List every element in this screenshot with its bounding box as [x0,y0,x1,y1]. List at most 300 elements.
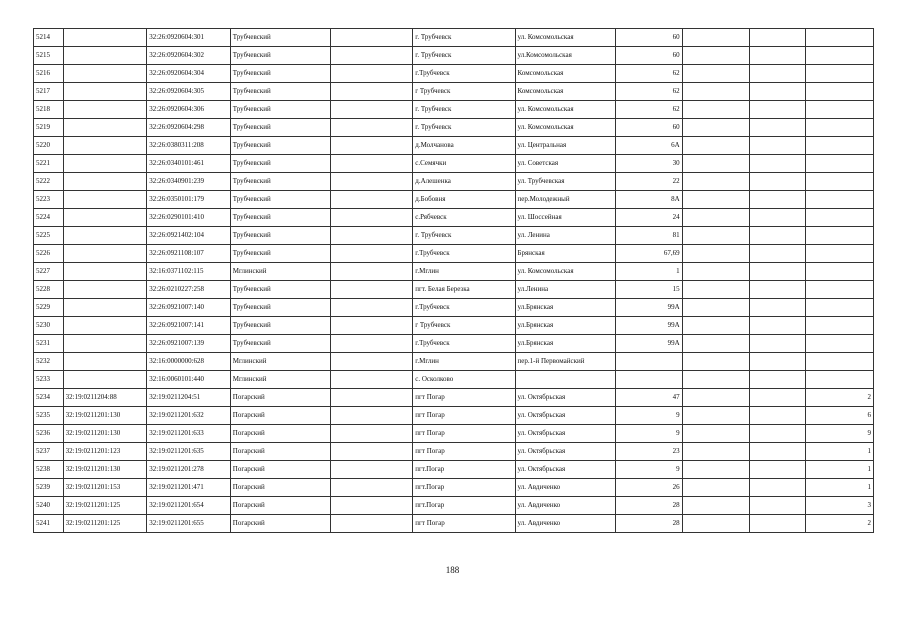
table-row [34,299,874,317]
street-cell: ул. Комсомольская [515,101,615,119]
blank-cell [682,83,749,101]
blank-cell [749,371,805,389]
blank-cell [330,191,412,209]
settlement-cell: с. Осколково [413,371,515,389]
table-row [34,119,874,137]
district-cell: Трубчевский [230,65,330,83]
house-number-cell: 99А [615,317,682,335]
row-number-cell: 5232 [34,353,64,371]
district-cell: Трубчевский [230,209,330,227]
blank-cell [682,47,749,65]
settlement-cell: г.Трубчевск [413,335,515,353]
blank-cell [682,155,749,173]
quantity-cell [805,155,873,173]
blank-cell [682,29,749,47]
blank-cell [330,353,412,371]
settlement-cell: пгт Погар [413,515,515,533]
table-row [34,263,874,281]
old-cadastral-number-cell [63,29,147,47]
settlement-cell: г. Трубчевск [413,227,515,245]
cadastral-number-cell: 32:26:0921402:104 [147,227,231,245]
district-cell: Трубчевский [230,245,330,263]
registry-table-body [34,29,874,533]
blank-cell [682,407,749,425]
cadastral-number-cell: 32:26:0921007:141 [147,317,231,335]
blank-cell [682,209,749,227]
table-row [34,371,874,389]
settlement-cell: г. Трубчевск [413,29,515,47]
house-number-cell: 67,69 [615,245,682,263]
old-cadastral-number-cell [63,155,147,173]
old-cadastral-number-cell [63,371,147,389]
settlement-cell: г Трубчевск [413,317,515,335]
blank-cell [330,119,412,137]
blank-cell [330,83,412,101]
cadastral-number-cell: 32:19:0211204:51 [147,389,231,407]
blank-cell [749,83,805,101]
quantity-cell [805,245,873,263]
settlement-cell: пгт Погар [413,443,515,461]
row-number-cell: 5231 [34,335,64,353]
quantity-cell [805,101,873,119]
quantity-cell: 1 [805,461,873,479]
blank-cell [330,425,412,443]
cadastral-number-cell: 32:19:0211201:278 [147,461,231,479]
old-cadastral-number-cell: 32:19:0211201:123 [63,443,147,461]
street-cell: ул. Комсомольская [515,263,615,281]
quantity-cell [805,299,873,317]
blank-cell [682,101,749,119]
old-cadastral-number-cell [63,209,147,227]
district-cell: Трубчевский [230,137,330,155]
house-number-cell [615,353,682,371]
settlement-cell: пгт Погар [413,389,515,407]
district-cell: Погарский [230,461,330,479]
blank-cell [682,263,749,281]
street-cell: ул. Октябрьская [515,443,615,461]
blank-cell [749,191,805,209]
cadastral-number-cell: 32:26:0290101:410 [147,209,231,227]
table-row [34,173,874,191]
district-cell: Трубчевский [230,335,330,353]
cadastral-number-cell: 32:19:0211201:654 [147,497,231,515]
house-number-cell: 62 [615,65,682,83]
quantity-cell [805,209,873,227]
blank-cell [330,479,412,497]
district-cell: Трубчевский [230,281,330,299]
district-cell: Мглинский [230,371,330,389]
district-cell: Трубчевский [230,191,330,209]
street-cell: ул. Авдиченко [515,479,615,497]
blank-cell [749,281,805,299]
district-cell: Трубчевский [230,227,330,245]
street-cell: ул. Октябрьская [515,389,615,407]
district-cell: Трубчевский [230,29,330,47]
house-number-cell: 9 [615,425,682,443]
district-cell: Погарский [230,515,330,533]
blank-cell [749,353,805,371]
table-row [34,425,874,443]
old-cadastral-number-cell [63,47,147,65]
house-number-cell: 28 [615,497,682,515]
table-row [34,83,874,101]
cadastral-number-cell: 32:26:0920604:298 [147,119,231,137]
old-cadastral-number-cell [63,191,147,209]
blank-cell [749,155,805,173]
blank-cell [330,209,412,227]
settlement-cell: г.Мглин [413,263,515,281]
row-number-cell: 5225 [34,227,64,245]
blank-cell [330,389,412,407]
table-row [34,335,874,353]
blank-cell [749,173,805,191]
district-cell: Погарский [230,389,330,407]
table-row [34,29,874,47]
blank-cell [682,227,749,245]
blank-cell [749,209,805,227]
settlement-cell: пгт.Погар [413,497,515,515]
street-cell: ул. Авдиченко [515,497,615,515]
street-cell: ул. Авдиченко [515,515,615,533]
street-cell: ул. Октябрьская [515,425,615,443]
old-cadastral-number-cell [63,353,147,371]
table-row [34,353,874,371]
blank-cell [682,443,749,461]
blank-cell [682,245,749,263]
street-cell: ул.Брянская [515,335,615,353]
table-row [34,497,874,515]
quantity-cell: 3 [805,497,873,515]
row-number-cell: 5238 [34,461,64,479]
old-cadastral-number-cell [63,119,147,137]
quantity-cell [805,353,873,371]
settlement-cell: пгт.Погар [413,479,515,497]
cadastral-number-cell: 32:26:0921007:140 [147,299,231,317]
settlement-cell: г.Трубчевск [413,245,515,263]
house-number-cell [615,371,682,389]
blank-cell [682,479,749,497]
blank-cell [682,317,749,335]
cadastral-number-cell: 32:26:0350101:179 [147,191,231,209]
table-row [34,209,874,227]
old-cadastral-number-cell [63,335,147,353]
cadastral-number-cell: 32:26:0920604:305 [147,83,231,101]
house-number-cell: 60 [615,29,682,47]
street-cell: Брянская [515,245,615,263]
cadastral-number-cell: 32:16:0000000:628 [147,353,231,371]
street-cell: ул. Комсомольская [515,119,615,137]
settlement-cell: г.Трубчевск [413,299,515,317]
old-cadastral-number-cell: 32:19:0211201:130 [63,407,147,425]
table-row [34,461,874,479]
quantity-cell [805,137,873,155]
blank-cell [330,29,412,47]
row-number-cell: 5229 [34,299,64,317]
house-number-cell: 47 [615,389,682,407]
street-cell: Комсомольская [515,83,615,101]
settlement-cell: д.Бобовня [413,191,515,209]
table-row [34,65,874,83]
house-number-cell: 24 [615,209,682,227]
quantity-cell: 2 [805,389,873,407]
cadastral-number-cell: 32:26:0920604:306 [147,101,231,119]
blank-cell [330,335,412,353]
row-number-cell: 5230 [34,317,64,335]
row-number-cell: 5214 [34,29,64,47]
house-number-cell: 60 [615,47,682,65]
table-row [34,137,874,155]
blank-cell [682,461,749,479]
street-cell: ул.Брянская [515,317,615,335]
house-number-cell: 60 [615,119,682,137]
house-number-cell: 99А [615,335,682,353]
house-number-cell: 8А [615,191,682,209]
settlement-cell: г. Трубчевск [413,47,515,65]
house-number-cell: 23 [615,443,682,461]
row-number-cell: 5226 [34,245,64,263]
house-number-cell: 22 [615,173,682,191]
street-cell: пер.1-й Первомайский [515,353,615,371]
cadastral-number-cell: 32:26:0340901:239 [147,173,231,191]
blank-cell [682,173,749,191]
district-cell: Погарский [230,425,330,443]
blank-cell [330,47,412,65]
settlement-cell: г. Трубчевск [413,101,515,119]
house-number-cell: 81 [615,227,682,245]
house-number-cell: 9 [615,461,682,479]
table-row [34,227,874,245]
house-number-cell: 99А [615,299,682,317]
blank-cell [330,515,412,533]
blank-cell [749,101,805,119]
blank-cell [749,389,805,407]
street-cell: пер.Молодежный [515,191,615,209]
row-number-cell: 5216 [34,65,64,83]
district-cell: Трубчевский [230,47,330,65]
blank-cell [330,263,412,281]
district-cell: Трубчевский [230,119,330,137]
row-number-cell: 5233 [34,371,64,389]
table-row [34,317,874,335]
district-cell: Трубчевский [230,173,330,191]
blank-cell [682,389,749,407]
table-row [34,47,874,65]
settlement-cell: д.Алешенка [413,173,515,191]
settlement-cell: пгт. Белая Березка [413,281,515,299]
street-cell: ул. Октябрьская [515,407,615,425]
district-cell: Погарский [230,497,330,515]
old-cadastral-number-cell [63,65,147,83]
quantity-cell [805,263,873,281]
blank-cell [749,407,805,425]
blank-cell [330,461,412,479]
cadastral-number-cell: 32:19:0211201:632 [147,407,231,425]
settlement-cell: д.Молчанова [413,137,515,155]
quantity-cell [805,29,873,47]
street-cell: ул. Советская [515,155,615,173]
district-cell: Трубчевский [230,155,330,173]
settlement-cell: с.Рябчевск [413,209,515,227]
cadastral-number-cell: 32:26:0920604:302 [147,47,231,65]
row-number-cell: 5220 [34,137,64,155]
old-cadastral-number-cell: 32:19:0211201:125 [63,515,147,533]
cadastral-number-cell: 32:16:0371102:115 [147,263,231,281]
cadastral-number-cell: 32:26:0920604:304 [147,65,231,83]
old-cadastral-number-cell [63,245,147,263]
blank-cell [682,497,749,515]
district-cell: Мглинский [230,263,330,281]
quantity-cell [805,65,873,83]
blank-cell [749,479,805,497]
old-cadastral-number-cell [63,83,147,101]
quantity-cell: 1 [805,443,873,461]
table-row [34,479,874,497]
table-row [34,155,874,173]
quantity-cell [805,83,873,101]
row-number-cell: 5239 [34,479,64,497]
blank-cell [330,443,412,461]
district-cell: Погарский [230,443,330,461]
blank-cell [330,137,412,155]
old-cadastral-number-cell [63,101,147,119]
blank-cell [749,65,805,83]
quantity-cell [805,119,873,137]
old-cadastral-number-cell: 32:19:0211201:125 [63,497,147,515]
row-number-cell: 5222 [34,173,64,191]
street-cell [515,371,615,389]
district-cell: Трубчевский [230,317,330,335]
cadastral-number-cell: 32:26:0920604:301 [147,29,231,47]
blank-cell [330,281,412,299]
row-number-cell: 5234 [34,389,64,407]
street-cell: ул. Ленина [515,227,615,245]
quantity-cell [805,281,873,299]
street-cell: ул.Брянская [515,299,615,317]
blank-cell [749,119,805,137]
street-cell: ул. Октябрьская [515,461,615,479]
old-cadastral-number-cell [63,263,147,281]
row-number-cell: 5218 [34,101,64,119]
blank-cell [330,407,412,425]
street-cell: ул.Ленина [515,281,615,299]
quantity-cell: 1 [805,479,873,497]
table-row [34,389,874,407]
blank-cell [749,245,805,263]
house-number-cell: 6А [615,137,682,155]
cadastral-number-cell: 32:26:0210227:258 [147,281,231,299]
blank-cell [682,371,749,389]
old-cadastral-number-cell [63,173,147,191]
house-number-cell: 30 [615,155,682,173]
blank-cell [749,317,805,335]
table-row [34,443,874,461]
quantity-cell [805,173,873,191]
row-number-cell: 5236 [34,425,64,443]
blank-cell [330,155,412,173]
blank-cell [749,335,805,353]
house-number-cell: 1 [615,263,682,281]
blank-cell [749,227,805,245]
registry-sheet [33,28,874,533]
old-cadastral-number-cell: 32:19:0211204:88 [63,389,147,407]
blank-cell [330,245,412,263]
old-cadastral-number-cell [63,281,147,299]
settlement-cell: г. Трубчевск [413,119,515,137]
blank-cell [682,65,749,83]
blank-cell [330,317,412,335]
district-cell: Погарский [230,479,330,497]
settlement-cell: г.Трубчевск [413,65,515,83]
blank-cell [749,461,805,479]
house-number-cell: 9 [615,407,682,425]
old-cadastral-number-cell: 32:19:0211201:130 [63,425,147,443]
house-number-cell: 62 [615,83,682,101]
blank-cell [682,281,749,299]
blank-cell [749,515,805,533]
old-cadastral-number-cell [63,137,147,155]
blank-cell [749,497,805,515]
street-cell: ул. Шоссейная [515,209,615,227]
blank-cell [682,299,749,317]
old-cadastral-number-cell [63,227,147,245]
quantity-cell [805,317,873,335]
row-number-cell: 5221 [34,155,64,173]
quantity-cell [805,47,873,65]
cadastral-number-cell: 32:26:0340101:461 [147,155,231,173]
blank-cell [682,119,749,137]
cadastral-number-cell: 32:26:0921007:139 [147,335,231,353]
table-row [34,101,874,119]
quantity-cell [805,371,873,389]
house-number-cell: 15 [615,281,682,299]
blank-cell [749,29,805,47]
blank-cell [749,137,805,155]
district-cell: Мглинский [230,353,330,371]
street-cell: ул. Комсомольская [515,29,615,47]
house-number-cell: 62 [615,101,682,119]
quantity-cell: 6 [805,407,873,425]
blank-cell [682,137,749,155]
blank-cell [682,353,749,371]
settlement-cell: г.Мглин [413,353,515,371]
old-cadastral-number-cell [63,299,147,317]
row-number-cell: 5217 [34,83,64,101]
cadastral-number-cell: 32:19:0211201:633 [147,425,231,443]
house-number-cell: 26 [615,479,682,497]
cadastral-number-cell: 32:16:0060101:440 [147,371,231,389]
row-number-cell: 5240 [34,497,64,515]
blank-cell [682,515,749,533]
row-number-cell: 5237 [34,443,64,461]
cadastral-number-cell: 32:19:0211201:655 [147,515,231,533]
registry-table [33,28,874,533]
quantity-cell [805,191,873,209]
street-cell: ул. Центральная [515,137,615,155]
row-number-cell: 5235 [34,407,64,425]
table-row [34,515,874,533]
blank-cell [330,371,412,389]
row-number-cell: 5241 [34,515,64,533]
blank-cell [330,497,412,515]
blank-cell [330,227,412,245]
row-number-cell: 5227 [34,263,64,281]
cadastral-number-cell: 32:26:0921108:107 [147,245,231,263]
district-cell: Трубчевский [230,299,330,317]
cadastral-number-cell: 32:19:0211201:635 [147,443,231,461]
cadastral-number-cell: 32:19:0211201:471 [147,479,231,497]
district-cell: Погарский [230,407,330,425]
page-number: 188 [445,565,460,575]
